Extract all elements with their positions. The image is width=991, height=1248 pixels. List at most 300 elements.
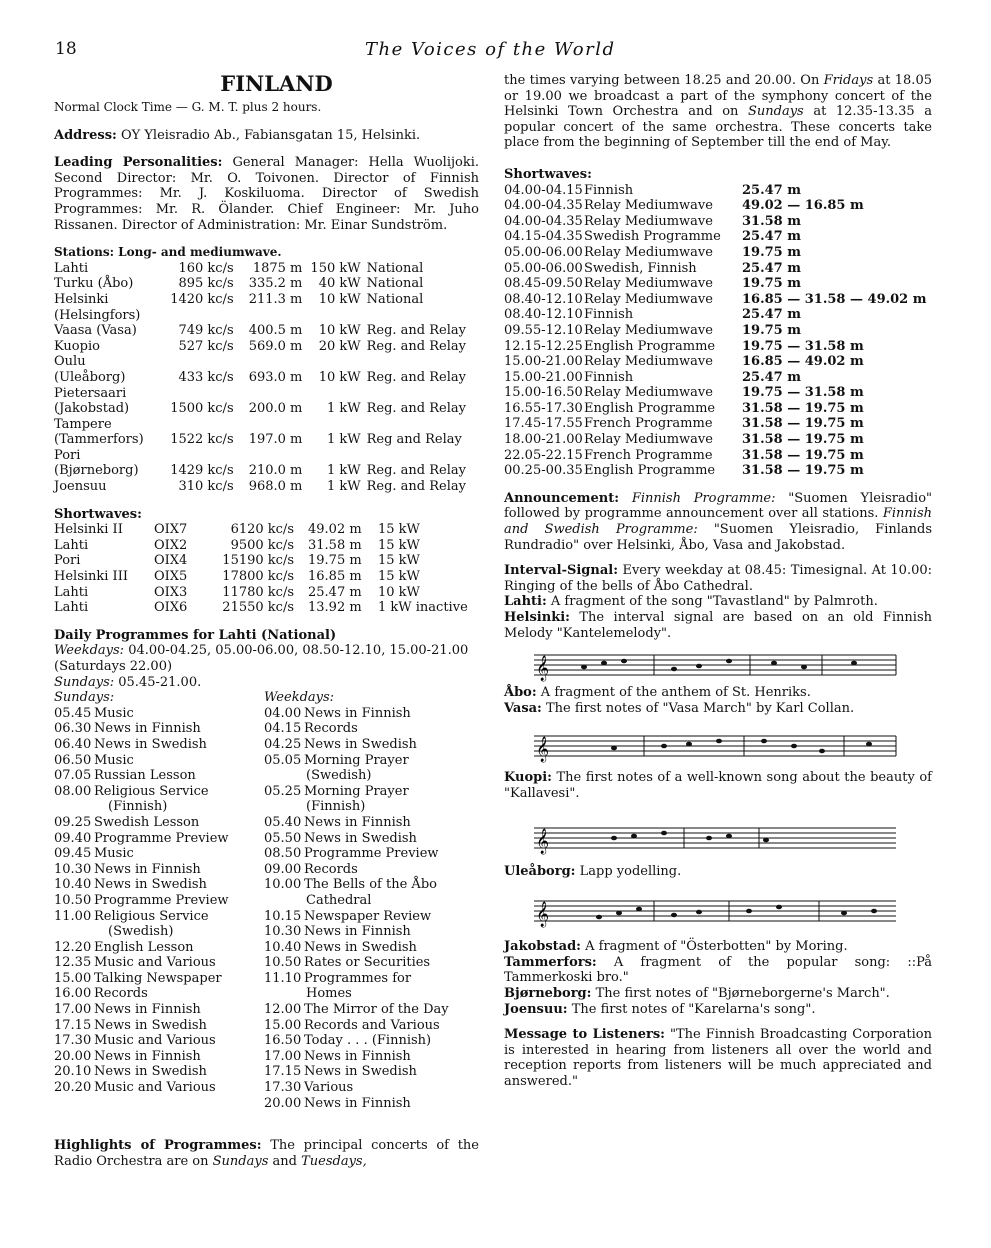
table-row [54, 448, 466, 464]
station-wavelength [244, 448, 311, 464]
programme-time: 05.05 [264, 752, 302, 768]
table-row [54, 768, 229, 784]
table-row [54, 522, 479, 538]
table-row [264, 737, 449, 753]
table-row [504, 261, 927, 277]
table-row [54, 986, 229, 1002]
programme-title: Music [94, 705, 134, 721]
schedule-wavelength: 19.75 m [742, 322, 801, 338]
schedule-programme: Finnish [584, 182, 634, 198]
schedule-programme: Swedish Programme [584, 229, 721, 245]
station-name: Lahti [54, 537, 89, 553]
programme-time: 09.45 [54, 846, 92, 862]
table-row [504, 401, 927, 417]
schedule-wavelength: 25.47 m [742, 229, 801, 245]
table-row [264, 862, 449, 878]
schedule-wavelength: 16.85 — 31.58 — 49.02 m [742, 291, 927, 307]
table-row [54, 308, 466, 324]
schedule-time: 12.15-12.25 [504, 338, 583, 354]
call-sign: OIX4 [154, 553, 188, 569]
table-row [264, 831, 449, 847]
programme-time: 20.00 [54, 1048, 92, 1064]
schedule-time: 22.05-22.15 [504, 447, 583, 463]
programme-time: 08.00 [54, 783, 92, 799]
table-row [54, 721, 229, 737]
programme-title: Rates or Securities [304, 955, 431, 971]
programme-title: News in Finnish [304, 705, 411, 721]
right-column [504, 73, 932, 1090]
programme-title: Today . . . (Finnish) [304, 1033, 432, 1049]
programme-time: 20.00 [264, 1095, 302, 1111]
programme-title: English Lesson [94, 939, 194, 955]
call-sign: OIX2 [154, 537, 188, 553]
music-notation [504, 879, 932, 939]
table-row [54, 538, 479, 554]
programme-time: 10.40 [54, 877, 92, 893]
programme-time: 17.15 [264, 1064, 302, 1080]
programme-title: Religious Service [94, 908, 209, 924]
programme-title: Various [304, 1080, 354, 1096]
programme-time: 11.10 [264, 970, 302, 986]
sunday-hours: Sundays: 05.45-21.00. [54, 674, 202, 690]
station-name: Oulu [54, 354, 86, 370]
music-staff-vasa [504, 716, 932, 770]
station-name: (Jakobstad) [54, 401, 130, 417]
programme-title: Programme Preview [94, 830, 229, 846]
station-frequency: 1429 kc/s [170, 463, 234, 479]
table-row [504, 339, 927, 355]
programme-time: 08.50 [264, 846, 302, 862]
station-wavelength: 335.2 m [248, 276, 303, 292]
table-row [54, 971, 229, 987]
station-frequency: 15190 kc/s [222, 553, 294, 569]
schedule-wavelength: 31.58 — 19.75 m [742, 447, 864, 463]
station-wavelength [244, 386, 311, 402]
schedule-programme: Finnish [584, 369, 634, 385]
station-type: National [366, 291, 424, 307]
schedule-wavelength: 31.58 — 19.75 m [742, 432, 864, 448]
station-power: 20 kW [318, 338, 361, 354]
programme-title: Music [94, 752, 134, 768]
table-row [54, 463, 466, 479]
schedule-programme: Relay Mediumwave [584, 432, 713, 448]
table-row [264, 706, 449, 722]
music-notation [504, 716, 932, 770]
programme-title: Music [94, 846, 134, 862]
station-power [310, 308, 366, 324]
station-name: Pori [54, 447, 81, 463]
station-type: Reg. and Relay [366, 479, 466, 495]
table-row [54, 432, 466, 448]
station-wavelength: 25.47 m [308, 584, 362, 600]
schedule-time: 16.55-17.30 [504, 400, 583, 416]
station-name: (Bjørneborg) [54, 463, 139, 479]
programme-time: 10.40 [264, 939, 302, 955]
programme-time [264, 986, 304, 1002]
schedule-time: 04.00-04.15 [504, 182, 583, 198]
schedule-wavelength: 25.47 m [742, 369, 801, 385]
table-row [54, 386, 466, 402]
station-type: National [366, 276, 424, 292]
station-power: 1 kW [326, 479, 361, 495]
country-title: FINLAND [220, 71, 333, 96]
signal-vasa: Vasa: The first notes of "Vasa March" by Karl Collan. [504, 700, 855, 716]
table-row [54, 831, 229, 847]
schedule-wavelength: 19.75 m [742, 276, 801, 292]
station-power: 40 kW [318, 276, 361, 292]
address: Address: OY Yleisradio Ab., Fabiansgatan 15, Helsinki. [54, 127, 421, 143]
station-wavelength: 19.75 m [308, 553, 362, 569]
station-frequency: 310 kc/s [178, 479, 234, 495]
programme-title: (Finnish) [108, 799, 168, 815]
station-wavelength: 13.92 m [308, 600, 362, 616]
station-name: Turku (Åbo) [54, 276, 134, 292]
station-frequency: 1522 kc/s [170, 432, 234, 448]
schedule-programme: English Programme [584, 400, 716, 416]
programme-title: Cathedral [306, 892, 372, 908]
signal-jakobstad: Jakobstad: A fragment of "Österbotten" by Moring. [504, 939, 848, 955]
table-row [54, 753, 229, 769]
weekdays-label: Weekdays: [264, 690, 335, 706]
table-row [504, 307, 927, 323]
station-frequency [158, 308, 243, 324]
svg-text:𝄞: 𝄞 [536, 656, 550, 682]
schedule-programme: Relay Mediumwave [584, 291, 713, 307]
programme-title: Programmes for [304, 970, 412, 986]
station-frequency: 21550 kc/s [222, 600, 294, 616]
table-row [264, 955, 449, 971]
programme-time: 20.10 [54, 1064, 92, 1080]
table-row [54, 292, 466, 308]
call-sign: OIX7 [154, 522, 188, 538]
schedule-time: 15.00-21.00 [504, 354, 583, 370]
table-row [54, 339, 466, 355]
station-power: 150 kW [310, 260, 361, 276]
station-name: (Uleåborg) [54, 369, 126, 385]
signal-abo: Åbo: A fragment of the anthem of St. Henriks. [504, 685, 811, 701]
table-row [264, 924, 449, 940]
table-row [54, 323, 466, 339]
programme-time [264, 799, 304, 815]
programme-time: 05.40 [264, 814, 302, 830]
signal-kuopi: Kuopi: The first notes of a well-known song about the beauty of "Kallavesi". [504, 770, 932, 801]
table-row [504, 183, 927, 199]
table-row [54, 706, 229, 722]
station-wavelength [244, 308, 311, 324]
table-row [54, 276, 466, 292]
table-row [264, 784, 449, 800]
station-wavelength: 569.0 m [248, 338, 303, 354]
programme-time: 17.00 [264, 1048, 302, 1064]
programme-time: 17.30 [264, 1080, 302, 1096]
station-wavelength: 693.0 m [248, 369, 303, 385]
weekday-programme [264, 706, 449, 1111]
programme-time: 10.30 [264, 924, 302, 940]
station-type: Reg. and Relay [366, 463, 466, 479]
table-row [264, 971, 449, 987]
schedule-wavelength: 31.58 — 19.75 m [742, 400, 864, 416]
announcement: Announcement: Finnish Programme: "Suomen Yleisradio" followed by programme announcement over all stations. Finnish and Swedish Programme: "Suomen Yleisradio, Finlands Rundradio" over Helsinki, Åbo, Vasa and Jakobstad. [504, 490, 933, 553]
programme-time: 06.50 [54, 752, 92, 768]
table-row [504, 198, 927, 214]
table-row [54, 261, 466, 277]
svg-text:𝄞: 𝄞 [536, 828, 550, 854]
programme-time [264, 768, 304, 784]
station-power [310, 417, 366, 433]
station-power: 15 kW [378, 537, 420, 553]
programme-title: News in Swedish [304, 830, 417, 846]
programme-title: News in Swedish [94, 877, 207, 893]
schedule-time: 08.40-12.10 [504, 291, 583, 307]
station-name: Joensuu [54, 479, 107, 495]
schedule-programme: Relay Mediumwave [584, 322, 713, 338]
table-row [504, 432, 927, 448]
programme-time: 04.15 [264, 721, 302, 737]
station-frequency: 433 kc/s [178, 369, 234, 385]
table-row [504, 292, 927, 308]
highlights-continued: the times varying between 18.25 and 20.00. On Fridays at 18.05 or 19.00 we broadcast a part of the symphony concert of the Helsinki Town Orchestra and on Sundays at 12.35-13.35 a popular concert of the same orchestra. These concerts take place from the beginning of September till the end of May. [504, 73, 932, 151]
schedule-programme: Finnish [584, 307, 634, 323]
table-row [264, 799, 449, 815]
table-row [264, 768, 449, 784]
table-row [54, 846, 229, 862]
schedule-wavelength: 19.75 — 31.58 m [742, 385, 864, 401]
programme-time: 17.15 [54, 1017, 92, 1033]
shortwave-stations-table [54, 522, 479, 616]
programme-time: 05.45 [54, 705, 92, 721]
schedule-time: 15.00-21.00 [504, 369, 583, 385]
programme-time [264, 893, 304, 909]
schedule-time: 05.00-06.00 [504, 260, 583, 276]
programme-time: 05.25 [264, 783, 302, 799]
table-row [504, 229, 927, 245]
highlights-of-programmes: Highlights of Programmes: The principal concerts of the Radio Orchestra are on Sundays and Tuesdays, [54, 1138, 479, 1169]
table-row [54, 799, 229, 815]
table-row [54, 737, 229, 753]
station-type: Reg and Relay [366, 432, 462, 448]
station-wavelength: 31.58 m [308, 537, 362, 553]
station-power: 10 kW [378, 584, 420, 600]
programme-title: News in Finnish [94, 1048, 201, 1064]
programme-title: (Swedish) [306, 768, 372, 784]
schedule-programme: English Programme [584, 463, 716, 479]
programme-title: News in Finnish [304, 924, 411, 940]
shortwave-schedule [504, 183, 927, 479]
signal-lahti: Lahti: A fragment of the song "Tavastland" by Palmroth. [504, 594, 878, 610]
programme-title: Swedish Lesson [94, 814, 200, 830]
table-row [504, 354, 927, 370]
schedule-programme: Relay Mediumwave [584, 385, 713, 401]
call-sign: OIX6 [154, 600, 188, 616]
schedule-programme: English Programme [584, 338, 716, 354]
clock-note: Normal Clock Time — G. M. T. plus 2 hours. [54, 100, 322, 114]
station-type [367, 448, 466, 464]
station-name: Pietersaari [54, 385, 127, 401]
table-row [54, 1049, 229, 1065]
svg-text:𝄞: 𝄞 [536, 902, 550, 928]
table-row [504, 323, 927, 339]
schedule-time: 04.00-04.35 [504, 213, 583, 229]
station-wavelength: 968.0 m [248, 479, 303, 495]
station-frequency: 17800 kc/s [222, 569, 294, 585]
station-frequency: 1420 kc/s [170, 291, 234, 307]
programme-title: Music and Various [94, 1080, 216, 1096]
signal-uleaborg: Uleåborg: Lapp yodelling. [504, 863, 682, 879]
schedule-programme: Relay Mediumwave [584, 244, 713, 260]
schedule-time: 00.25-00.35 [504, 463, 583, 479]
programme-title: Programme Preview [94, 892, 229, 908]
station-name: Helsinki [54, 291, 109, 307]
table-row [54, 924, 229, 940]
table-row [54, 940, 229, 956]
programme-title: News in Swedish [304, 939, 417, 955]
station-wavelength: 16.85 m [308, 569, 362, 585]
table-row [54, 553, 479, 569]
schedule-programme: French Programme [584, 416, 713, 432]
table-row [54, 354, 466, 370]
sundays-label: Sundays: [54, 690, 115, 706]
interval-signal: Interval-Signal: Every weekday at 08.45: Timesignal. At 10.00: Ringing of the bells of Åbo Cathedral. [504, 563, 932, 594]
table-row [264, 846, 449, 862]
schedule-time: 04.15-04.35 [504, 229, 583, 245]
station-frequency: 895 kc/s [178, 276, 234, 292]
programme-time: 09.40 [54, 830, 92, 846]
programme-time: 16.50 [264, 1033, 302, 1049]
programme-title: Religious Service [94, 783, 209, 799]
programme-time: 10.00 [264, 877, 302, 893]
music-staff-helsinki [504, 641, 932, 685]
station-name: Kuopio [54, 338, 100, 354]
station-frequency: 1500 kc/s [170, 401, 234, 417]
programme-time: 12.20 [54, 939, 92, 955]
svg-text:𝄞: 𝄞 [536, 737, 550, 763]
programme-title: (Swedish) [108, 924, 174, 940]
programme-title: Morning Prayer [304, 783, 409, 799]
table-row [264, 1049, 449, 1065]
table-row [264, 1080, 449, 1096]
station-wavelength: 210.0 m [248, 463, 303, 479]
programme-time: 20.20 [54, 1080, 92, 1096]
programme-title: News in Finnish [94, 721, 201, 737]
table-row [504, 463, 927, 479]
schedule-programme: Swedish, Finnish [584, 260, 697, 276]
station-type: Reg. and Relay [366, 369, 466, 385]
schedule-wavelength: 19.75 m [742, 244, 801, 260]
programme-time: 15.00 [54, 970, 92, 986]
station-frequency: 11780 kc/s [222, 584, 294, 600]
table-row [54, 955, 229, 971]
schedule-time: 17.45-17.55 [504, 416, 583, 432]
station-power [310, 386, 366, 402]
music-staff-uleaborg [504, 879, 932, 939]
schedule-time: 08.45-09.50 [504, 276, 583, 292]
shortwave-schedule-heading: Shortwaves: [504, 166, 592, 182]
programme-time: 17.30 [54, 1033, 92, 1049]
station-frequency: 9500 kc/s [230, 537, 294, 553]
schedule-wavelength: 19.75 — 31.58 m [742, 338, 864, 354]
table-row [264, 753, 449, 769]
schedule-wavelength: 25.47 m [742, 307, 801, 323]
table-row [264, 815, 449, 831]
programme-title: News in Finnish [304, 1048, 411, 1064]
programme-title: Programme Preview [304, 846, 439, 862]
shortwave-stations-heading: Shortwaves: [54, 506, 142, 522]
stations-heading: Stations: Long- and mediumwave. [54, 245, 282, 260]
station-power [310, 448, 366, 464]
station-wavelength: 211.3 m [248, 291, 303, 307]
programme-title: News in Swedish [94, 1064, 207, 1080]
signal-tammerfors: Tammerfors: A fragment of the popular song: ::På Tammerkoski bro." [504, 954, 932, 986]
schedule-wavelength: 25.47 m [742, 182, 801, 198]
programme-lists [54, 690, 479, 1130]
programme-title: Records [304, 721, 358, 737]
programme-time [54, 924, 94, 940]
music-notation [504, 802, 932, 864]
programme-title: News in Finnish [94, 1002, 201, 1018]
station-name: Helsinki II [54, 522, 123, 538]
station-power: 10 kW [318, 323, 361, 339]
schedule-wavelength: 31.58 — 19.75 m [742, 416, 864, 432]
station-power: 15 kW [378, 553, 420, 569]
schedule-wavelength: 16.85 — 49.02 m [742, 354, 864, 370]
table-row [54, 815, 229, 831]
station-name: Lahti [54, 600, 89, 616]
schedule-time: 05.00-06.00 [504, 244, 583, 260]
music-staff-kuopio [504, 802, 932, 864]
programme-title: Music and Various [94, 1033, 216, 1049]
station-frequency: 749 kc/s [178, 323, 234, 339]
programme-time [54, 799, 94, 815]
station-wavelength: 197.0 m [248, 432, 303, 448]
schedule-time: 15.00-16.50 [504, 385, 583, 401]
table-row [54, 909, 229, 925]
table-row [504, 385, 927, 401]
daily-programmes-heading: Daily Programmes for Lahti (National) [54, 627, 337, 643]
schedule-time: 08.40-12.10 [504, 307, 583, 323]
table-row [504, 370, 927, 386]
programme-time: 10.15 [264, 908, 302, 924]
programme-title: News in Swedish [94, 736, 207, 752]
programme-time: 04.00 [264, 705, 302, 721]
station-name: Helsinki III [54, 569, 128, 585]
programme-title: News in Swedish [304, 736, 417, 752]
station-frequency: 6120 kc/s [230, 522, 294, 538]
signal-joensuu: Joensuu: The first notes of "Karelarna's song". [504, 1001, 816, 1017]
programme-time: 16.00 [54, 986, 92, 1002]
station-name: Lahti [54, 260, 89, 276]
station-wavelength [244, 354, 311, 370]
table-row [54, 417, 466, 433]
station-power [310, 354, 366, 370]
leading-personalities: Leading Personalities: General Manager: Hella Wuolijoki. Second Director: Mr. O. Toivonen. Director of Finnish Programmes: Mr. J. Koskiluoma. Director of Swedish Programmes: Mr. R. Ölander. Chief Engineer: Mr. Juho Rissanen. Director of Administration: Mr. Einar Sundström. [54, 155, 479, 233]
station-type [367, 354, 466, 370]
programme-time: 17.00 [54, 1002, 92, 1018]
schedule-time: 18.00-21.00 [504, 432, 583, 448]
station-frequency: 160 kc/s [178, 260, 234, 276]
running-head: The Voices of the World [365, 39, 616, 60]
programme-time: 05.50 [264, 830, 302, 846]
weekday-hours: Weekdays: 04.00-04.25, 05.00-06.00, 08.50-12.10, 15.00-21.00 (Saturdays 22.00) [54, 643, 469, 674]
station-type: Reg. and Relay [366, 401, 466, 417]
station-frequency [158, 386, 243, 402]
left-column [54, 72, 479, 1169]
table-row [504, 276, 927, 292]
schedule-wavelength: 31.58 — 19.75 m [742, 463, 864, 479]
station-type: Reg. and Relay [366, 323, 466, 339]
programme-title: Talking Newspaper [94, 970, 222, 986]
station-name: Pori [54, 553, 81, 569]
sunday-programme [54, 706, 229, 1096]
